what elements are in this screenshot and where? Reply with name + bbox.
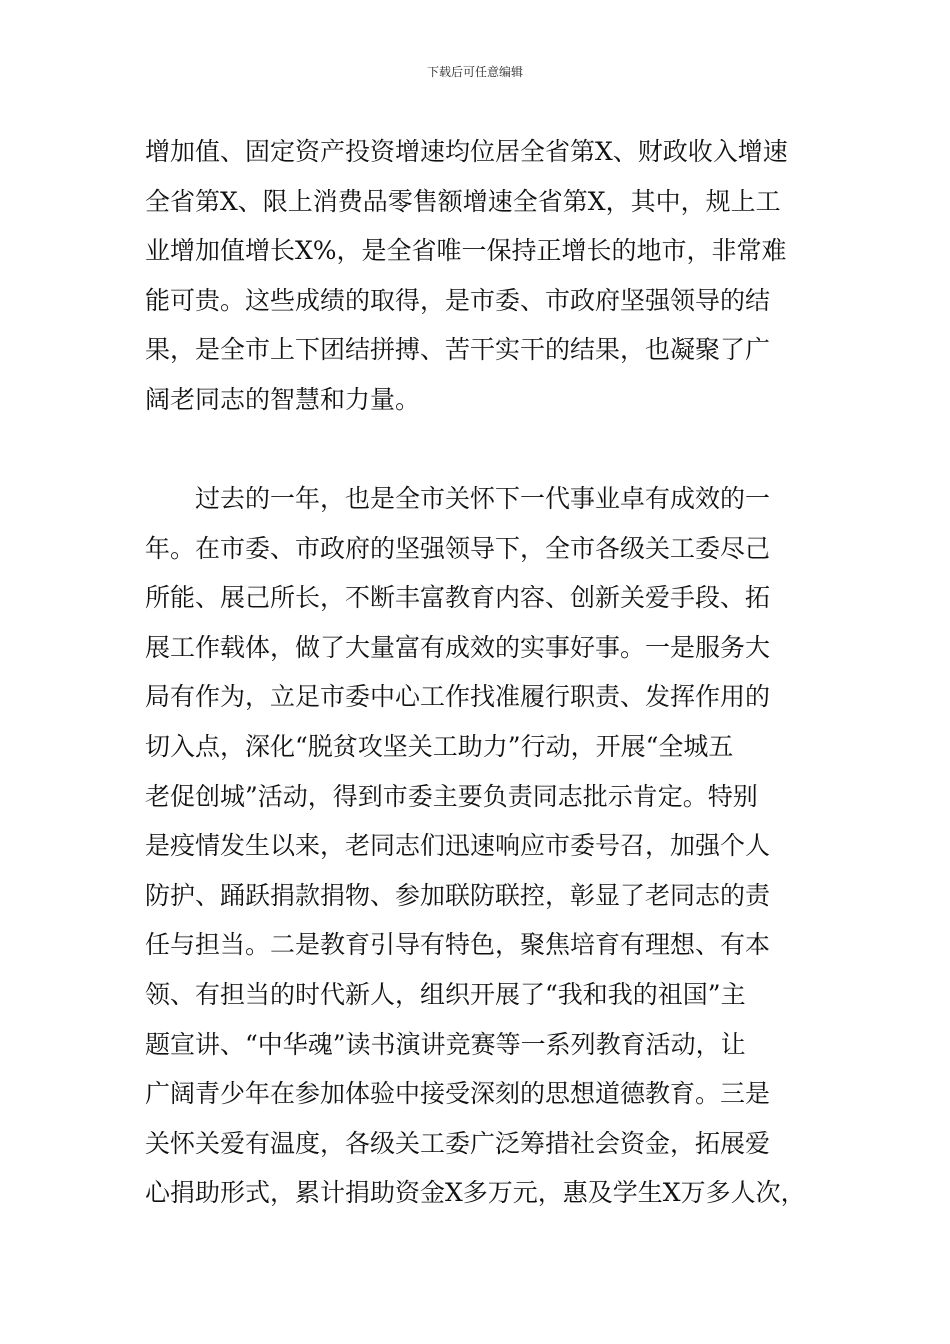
text-line: 关怀关爱有温度，各级关工委广泛筹措社会资金，拓展爱: [145, 1128, 771, 1158]
text-line: 年。在市委、市政府的坚强领导下，全市各级关工委尽己: [145, 533, 771, 563]
page-header-note: 下载后可任意编辑: [426, 65, 523, 79]
text-line: 果，是全市上下团结拼搏、苦干实干的结果，也凝聚了广: [145, 335, 771, 365]
text-line: 局有作为，立足市委中心工作找准履行职责、发挥作用的: [145, 682, 771, 712]
text-line-first: 过去的一年，也是全市关怀下一代事业卓有成效的一: [195, 484, 771, 513]
text-line: 业增加值增长X%，是全省唯一保持正增长的地市，非常难: [145, 236, 787, 266]
text-line: 所能、展己所长，不断丰富教育内容、创新关爱手段、拓: [145, 583, 771, 613]
text-line: 题宣讲、“中华魂”读书演讲竞赛等一系列教育活动，让: [145, 1029, 746, 1059]
text-line: 广阔青少年在参加体验中接受深刻的思想道德教育。三是: [145, 1079, 771, 1109]
text-line: 阔老同志的智慧和力量。: [145, 384, 421, 414]
text-line: 心捐助形式，累计捐助资金X多万元，惠及学生X万多人次，: [145, 1178, 806, 1208]
text-line: 展工作载体，做了大量富有成效的实事好事。一是服务大: [145, 632, 771, 662]
text-line: 防护、踊跃捐款捐物、参加联防联控，彰显了老同志的责: [145, 880, 771, 910]
text-line: 老促创城”活动，得到市委主要负责同志批示肯定。特别: [145, 781, 758, 811]
text-line: 全省第X、限上消费品零售额增速全省第X，其中，规上工: [145, 186, 781, 216]
paragraph-2: [145, 474, 820, 1218]
paragraph-1: [145, 127, 820, 425]
text-line: 切入点，深化“脱贫攻坚关工助力”行动，开展“全城五: [145, 731, 734, 761]
text-line: 领、有担当的时代新人，组织开展了“我和我的祖国”主: [145, 979, 746, 1009]
text-line: 能可贵。这些成绩的取得，是市委、市政府坚强领导的结: [145, 285, 771, 315]
text-line: 是疫情发生以来，老同志们迅速响应市委号召，加强个人: [145, 831, 771, 861]
text-line: 增加值、固定资产投资增速均位居全省第X、财政收入增速: [145, 137, 788, 166]
text-line: 任与担当。二是教育引导有特色，聚焦培育有理想、有本: [145, 930, 771, 960]
